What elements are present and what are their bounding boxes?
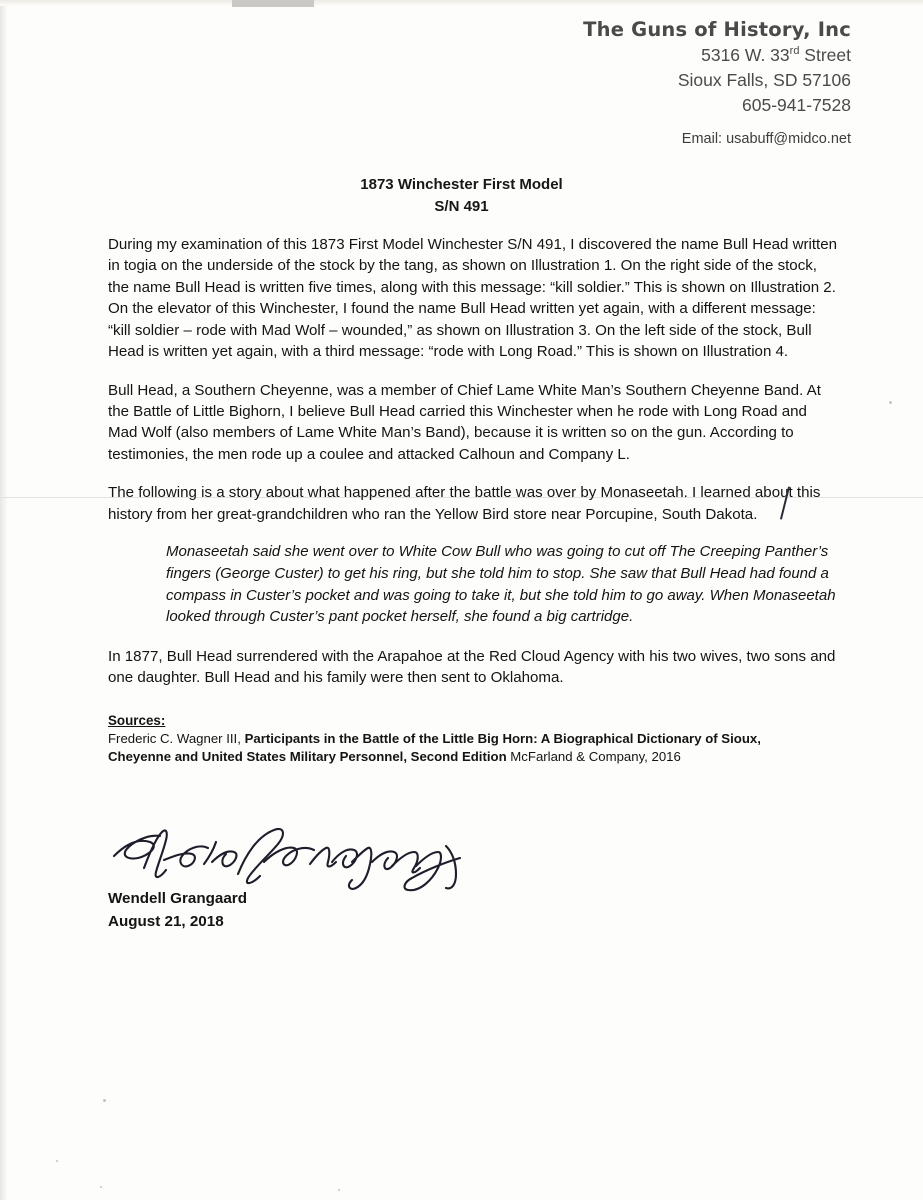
letterhead: [583, 18, 851, 116]
paragraph-1: During my examination of this 1873 First Model Winchester S/N 491, I discovered the name Bull Head written in togia on the underside of the stock by the tang, as shown on Illustration 1. On the right side of the stock, the name Bull Head is written five times, along with this message: “kill soldier.” This is shown on Illustration 2. On the elevator of this Winchester, I found the name Bull Head written yet again, with a different message: “kill soldier – rode with Mad Wolf – wounded,” as shown on Illustration 3. On the left side of the stock, Bull Head is written yet again, with a third message: “rode with Long Road.” This is shown on Illustration 4.: [108, 236, 838, 361]
signer-name: Wendell Grangaard: [108, 890, 247, 907]
address-street-word: Street: [799, 45, 851, 65]
handwritten-signature: [108, 822, 528, 894]
paragraph-3: The following is a story about what happened after the battle was over by Monaseetah. I learned about this history from her great-grandchildren who ran the Yellow Bird store near Porcupine, South Dakota.: [108, 484, 821, 523]
company-name: The Guns of History, Inc: [583, 18, 851, 41]
scan-speck: [103, 1099, 106, 1102]
address-line-1: [583, 45, 851, 66]
address-line-2: Sioux Falls, SD 57106: [677, 70, 851, 90]
address-street-number: 5316 W. 33: [701, 45, 790, 65]
email-address: Email: usabuff@midco.net: [681, 131, 851, 147]
phone-number: 605-941-7528: [742, 95, 851, 115]
sources-heading: Sources:: [108, 712, 166, 728]
citation-publisher: McFarland & Company, 2016: [506, 749, 681, 765]
scan-speck: [338, 1189, 340, 1191]
address-ordinal-suffix: rd: [789, 45, 800, 58]
scan-speck: [889, 401, 892, 404]
page-title: 1873 Winchester First Model: [360, 176, 563, 193]
document-body: [108, 234, 840, 766]
citation-author: Frederic C. Wagner III,: [108, 730, 245, 746]
signature-date: August 21, 2018: [108, 913, 224, 930]
citation-title: Participants in the Battle of the Little Big Horn: A Biographical Dictionary of Sioux, Cheyenne and United States Military Personnel, Second Edition: [108, 730, 761, 765]
block-quote-monaseetah: Monaseetah said she went over to White Cow Bull who was going to cut off The Creeping Panther’s fingers (George Custer) to get his ring, but she told him to stop. She saw that Bull Head had found a compass in Custer’s pocket and was going to take it, but she told him to go away. When Monaseetah looked through Custer’s pant pocket herself, she found a big cartridge.: [166, 543, 836, 626]
page-subtitle: S/N 491: [434, 198, 489, 215]
scan-speck: [100, 1186, 102, 1188]
scan-edge-top: [0, 0, 923, 6]
paragraph-2: Bull Head, a Southern Cheyenne, was a member of Chief Lame White Man’s Southern Cheyenne Band. At the Battle of Little Bighorn, I believe Bull Head carried this Winchester when he rode with Long Road and Mad Wolf (also members of Lame White Man’s Band), because it is written so on the gun. According to testimonies, the men rode up a coulee and attacked Calhoun and Company L.: [108, 381, 821, 463]
scan-speck: [56, 1160, 58, 1162]
sources-citation: [108, 730, 808, 766]
paragraph-4: In 1877, Bull Head surrendered with the Arapahoe at the Red Cloud Agency with his two wives, two sons and one daughter. Bull Head and his family were then sent to Oklahoma.: [108, 648, 836, 687]
scan-artifact-top: [232, 0, 314, 7]
